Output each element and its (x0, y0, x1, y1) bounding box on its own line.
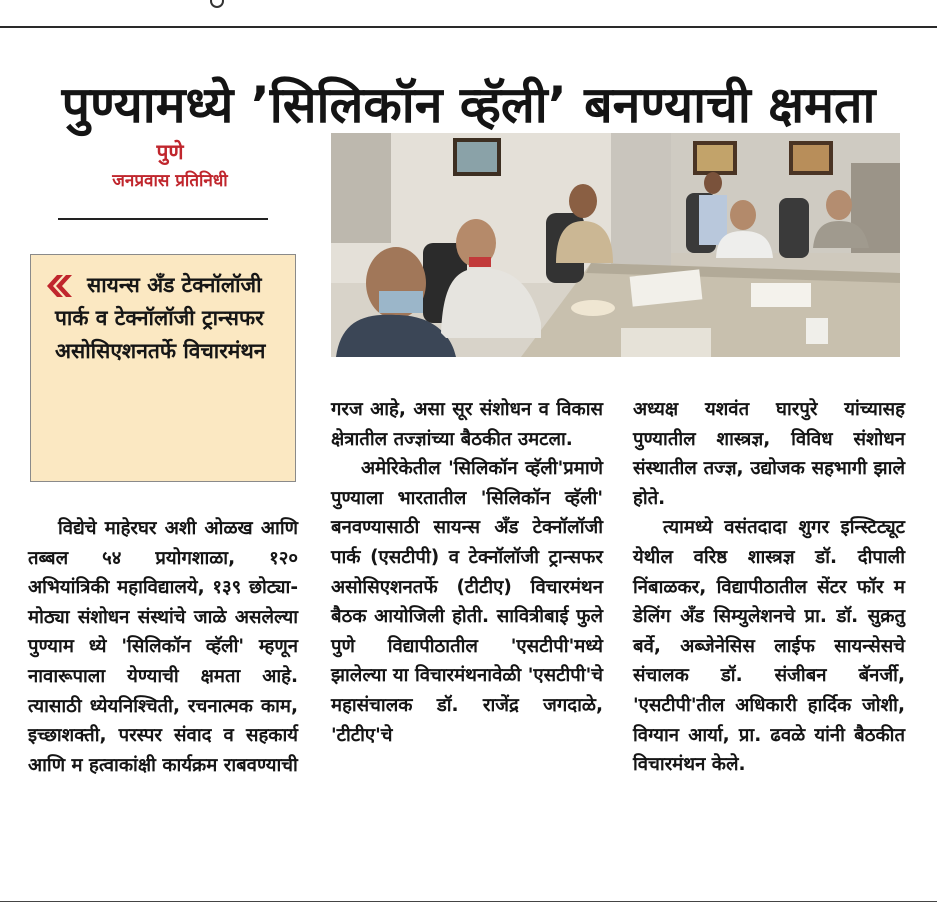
column-3-paragraph-2: त्यामध्ये वसंतदादा शुगर इन्स्टिट्यूट येथील वरिष्ठ शास्त्रज्ञ डॉ. दीपाली निंबाळकर, विद्यापीठातील सेंटर फॉर म डेलिंग अँड सिम्युलेशनचे प्रा. डॉ. सुक्रतु बर्वे, अब्जेनेसिस लाईफ सायन्सेसचे संचालक डॉ. संजीबन बॅनर्जी, 'एसटीपी'तील अधिकारी हार्दिक जोशी, विग्यान आर्या, प्रा. ढवळे यांनी बैठकीत विचारमंथन केले. (633, 517, 905, 776)
callout-text: सायन्स अँड टेक्नॉलॉजी पार्क व टेक्नॉलॉजी ट्रान्सफर असोसिएशनतर्फे विचारमंथन (55, 273, 266, 363)
top-fragment (200, 0, 230, 6)
column-2-paragraph-2: अमेरिकेतील 'सिलिकॉन व्हॅली'प्रमाणे पुण्याला भारतातील 'सिलिकॉन व्हॅली' बनवण्यासाठी सायन्स अँड टेक्नॉलॉजी पार्क (एसटीपी) व टेक्नॉलॉजी ट्रान्सफर असोसिएशनतर्फे (टीटीए) विचारमंथन बैठक आयोजिली होती. सावित्रीबाई फुले पुणे विद्यापीठातील 'एसटीपी'मध्ये झालेल्या या विचारमंथनावेळी 'एसटीपी'चे महासंचालक डॉ. राजेंद्र जगदाळे, 'टीटीए'चे (331, 458, 603, 746)
column-2 (331, 395, 603, 750)
bottom-rule (0, 901, 937, 902)
meeting-photo (331, 133, 900, 357)
dateline-city: पुणे (156, 140, 184, 164)
column-1 (28, 514, 298, 780)
top-rule (0, 26, 937, 28)
chevron-left-icon (41, 273, 81, 299)
callout-box (30, 254, 296, 482)
byline-rule (58, 218, 268, 220)
column-1-text: विद्येचे माहेरघर अशी ओळख आणि तब्बल ५४ प्रयोगशाळा, १२० अभियांत्रिकी महाविद्यालये, १३९ छोट्या-मोठ्या संशोधन संस्थांचे जाळे असलेल्या पुण्याम ध्ये 'सिलिकॉन व्हॅली' म्हणून नावारूपाला येण्याची क्षमता आहे. त्यासाठी ध्येयनिश्चिती, रचनात्मक काम, इच्छाशक्ती, परस्पर संवाद व सहकार्य आणि म हत्वाकांक्षी कार्यक्रम राबवण्याची (28, 518, 298, 776)
column-3 (633, 395, 905, 780)
article-headline: पुण्यामध्ये ’सिलिकॉन व्हॅली’ बनण्याची क्षमता (61, 75, 876, 134)
byline: जनप्रवास प्रतिनिधी (112, 171, 228, 191)
column-2-paragraph-1: गरज आहे, असा सूर संशोधन व विकास क्षेत्रातील तज्ज्ञांच्या बैठकीत उमटला. (331, 399, 603, 450)
column-3-paragraph-1: अध्यक्ष यशवंत घारपुरे यांच्यासह पुण्यातील शास्त्रज्ञ, विविध संशोधन संस्थातील तज्ज्ञ, उद्योजक सहभागी झाले होते. (633, 399, 905, 509)
